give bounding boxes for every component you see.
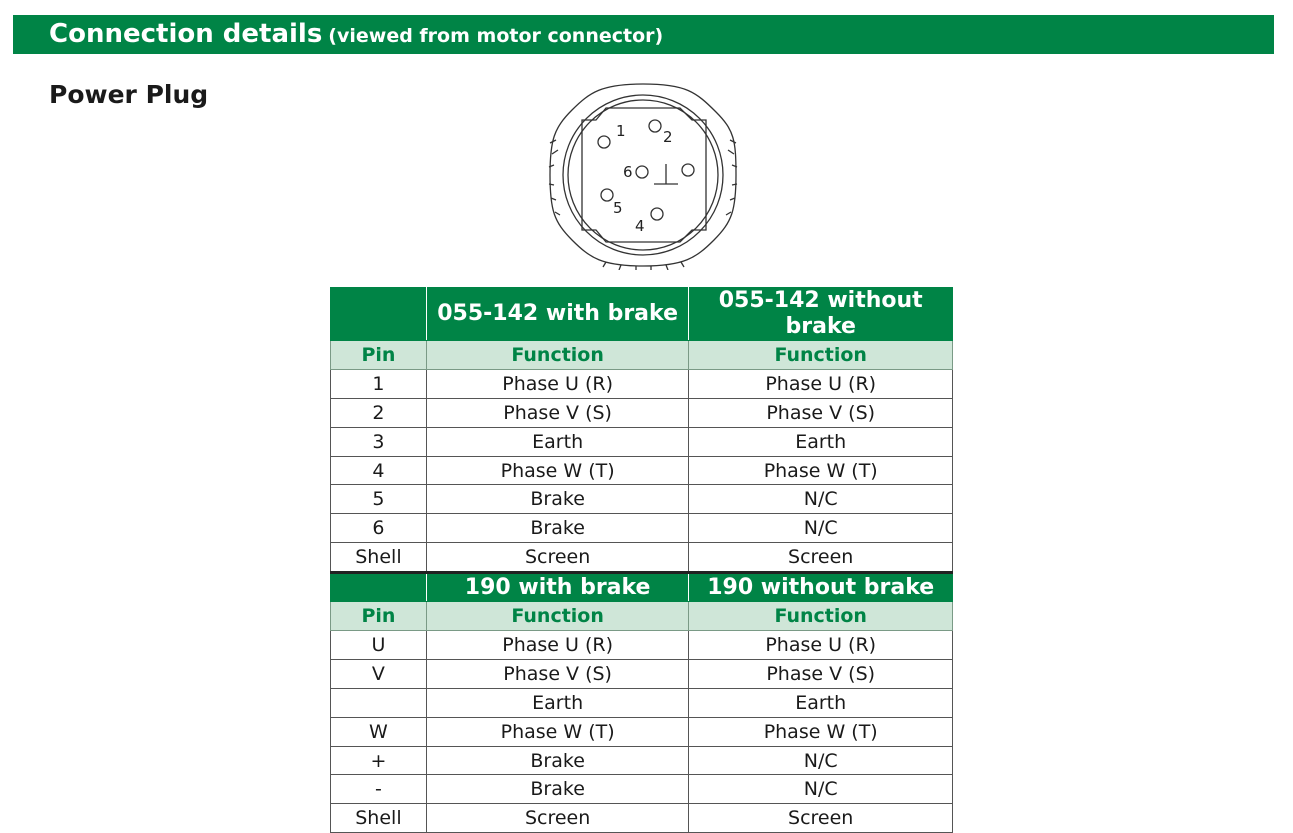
function-cell: N/C xyxy=(689,485,953,514)
function-cell: Brake xyxy=(426,746,689,775)
function-cell: Screen xyxy=(689,804,953,833)
banner-title xyxy=(49,19,663,49)
column-header-cell: Function xyxy=(689,341,953,370)
pin-cell: 1 xyxy=(331,369,427,398)
column-header-row xyxy=(331,602,953,631)
pin-cell: + xyxy=(331,746,427,775)
table-row xyxy=(331,688,953,717)
function-cell: Screen xyxy=(689,543,953,573)
function-cell: Earth xyxy=(689,688,953,717)
table-row xyxy=(331,514,953,543)
section-banner xyxy=(13,15,1274,54)
pin-label-1: 1 xyxy=(616,122,626,140)
connector-diagram xyxy=(546,80,740,270)
function-cell: Earth xyxy=(689,427,953,456)
function-cell: N/C xyxy=(689,775,953,804)
function-cell: Phase V (S) xyxy=(426,398,689,427)
table-row xyxy=(331,631,953,660)
column-header-cell: Pin xyxy=(331,602,427,631)
banner-subtitle: (viewed from motor connector) xyxy=(328,25,664,47)
pin-cell: V xyxy=(331,659,427,688)
pin-label-5: 5 xyxy=(613,199,623,217)
table-row xyxy=(331,398,953,427)
function-cell: Earth xyxy=(426,688,689,717)
group-header-cell: 055-142 with brake xyxy=(426,288,689,341)
pin-cell: 5 xyxy=(331,485,427,514)
pin-cell: 4 xyxy=(331,456,427,485)
function-cell: N/C xyxy=(689,514,953,543)
table-row xyxy=(331,717,953,746)
table-row xyxy=(331,775,953,804)
pin-cell: - xyxy=(331,775,427,804)
column-header-cell: Pin xyxy=(331,341,427,370)
function-cell: Phase V (S) xyxy=(689,659,953,688)
banner-title-text: Connection details xyxy=(49,19,323,49)
pin-label-6: 6 xyxy=(623,163,633,181)
group-header-row xyxy=(331,288,953,341)
table-row xyxy=(331,456,953,485)
power-plug-title: Power Plug xyxy=(49,80,209,109)
function-cell: Phase U (R) xyxy=(426,369,689,398)
group-header-cell: 190 without brake xyxy=(689,573,953,602)
function-cell: Phase W (T) xyxy=(689,717,953,746)
function-cell: Screen xyxy=(426,804,689,833)
table-row xyxy=(331,746,953,775)
function-cell: Brake xyxy=(426,514,689,543)
table-row xyxy=(331,543,953,573)
function-cell: Phase W (T) xyxy=(426,717,689,746)
pin-cell xyxy=(331,688,427,717)
pin-cell: Shell xyxy=(331,543,427,573)
column-header-cell: Function xyxy=(689,602,953,631)
function-cell: N/C xyxy=(689,746,953,775)
function-cell: Brake xyxy=(426,775,689,804)
function-cell: Brake xyxy=(426,485,689,514)
pin-cell: U xyxy=(331,631,427,660)
function-cell: Phase U (R) xyxy=(689,631,953,660)
function-cell: Phase W (T) xyxy=(689,456,953,485)
column-header-row xyxy=(331,341,953,370)
pinout-table xyxy=(330,287,953,833)
table-row xyxy=(331,804,953,833)
function-cell: Phase V (S) xyxy=(689,398,953,427)
connector-drawing-icon xyxy=(546,80,740,270)
pin-label-4: 4 xyxy=(635,217,645,235)
group-header-cell: 190 with brake xyxy=(426,573,689,602)
pin-label-2: 2 xyxy=(663,128,673,146)
group-header-blank xyxy=(331,288,427,341)
pin-cell: 6 xyxy=(331,514,427,543)
pin-cell: W xyxy=(331,717,427,746)
pin-cell: Shell xyxy=(331,804,427,833)
group-header-row xyxy=(331,573,953,602)
table-row xyxy=(331,427,953,456)
table-row xyxy=(331,369,953,398)
group-header-cell: 055-142 without brake xyxy=(689,288,953,341)
column-header-cell: Function xyxy=(426,341,689,370)
pinout-table-body xyxy=(331,288,953,833)
function-cell: Phase U (R) xyxy=(689,369,953,398)
column-header-cell: Function xyxy=(426,602,689,631)
table-row xyxy=(331,485,953,514)
group-header-blank xyxy=(331,573,427,602)
function-cell: Earth xyxy=(426,427,689,456)
function-cell: Phase W (T) xyxy=(426,456,689,485)
pin-cell: 2 xyxy=(331,398,427,427)
function-cell: Phase V (S) xyxy=(426,659,689,688)
function-cell: Screen xyxy=(426,543,689,573)
function-cell: Phase U (R) xyxy=(426,631,689,660)
pin-cell: 3 xyxy=(331,427,427,456)
table-row xyxy=(331,659,953,688)
